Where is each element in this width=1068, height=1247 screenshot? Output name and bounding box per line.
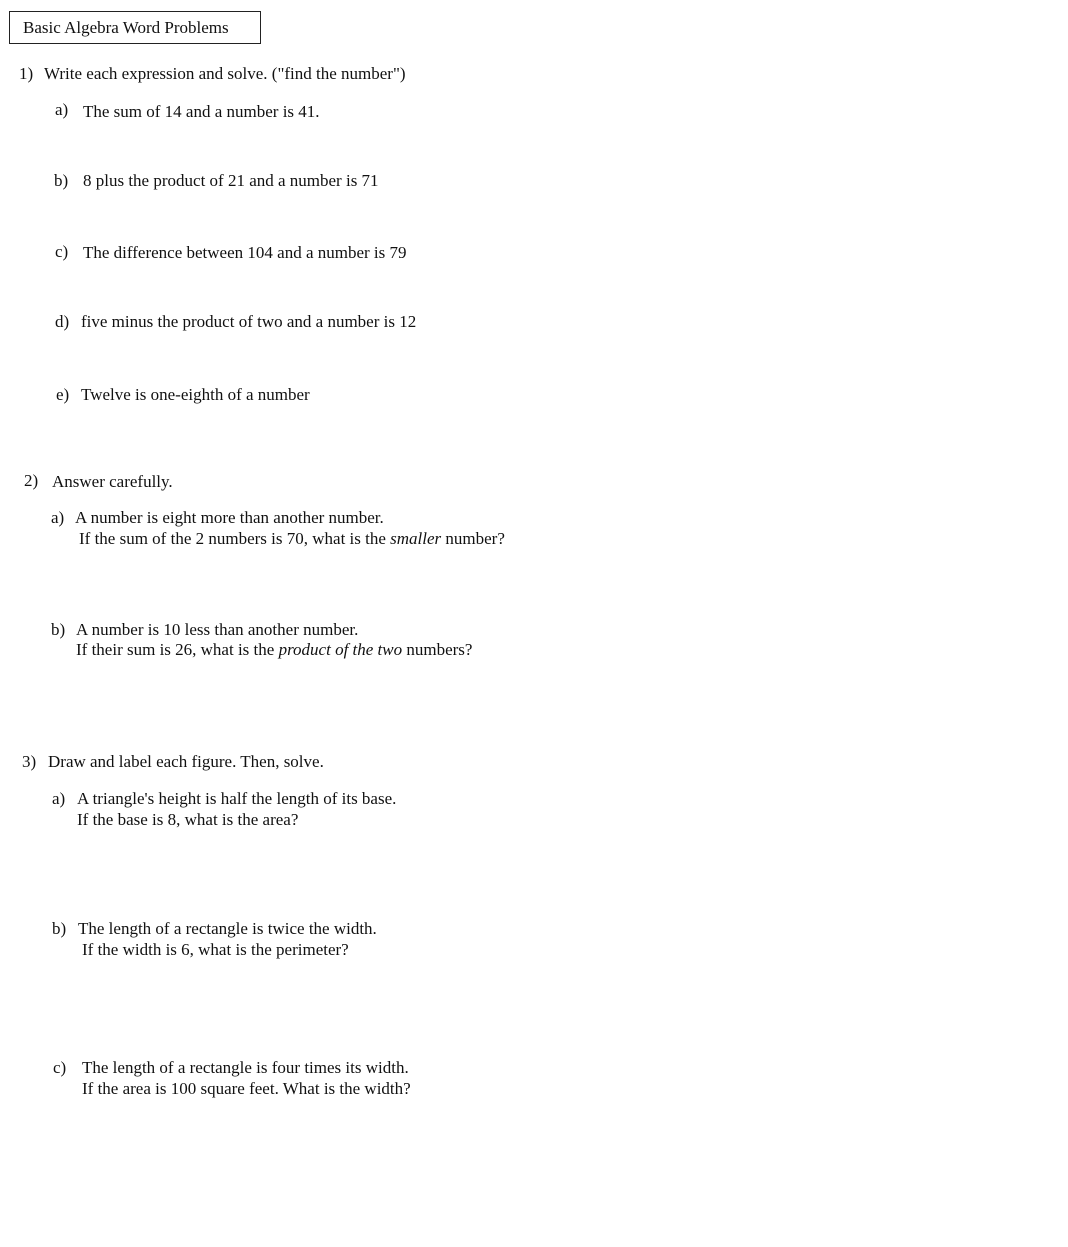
problem-text: five minus the product of two and a number is 12 [81,312,417,331]
problem-text: The length of a rectangle is twice the width. [78,919,377,938]
problem-text: 8 plus the product of 21 and a number is 71 [83,171,379,190]
problem-text-line2: If the base is 8, what is the area? [77,810,299,829]
problem-text-line2: If their sum is 26, what is the product of the two numbers? [76,640,473,659]
problem-text-line2: If the sum of the 2 numbers is 70, what is the smaller number? [79,529,505,548]
problem-text: A triangle's height is half the length of its base. [77,789,397,808]
section-heading: Answer carefully. [52,472,173,491]
problem-text-line2: If the area is 100 square feet. What is the width? [82,1079,411,1098]
section-number: 2) [24,471,39,490]
item-label: a) [55,100,69,119]
problem-text: The length of a rectangle is four times its width. [82,1058,409,1077]
item-label: a) [51,508,65,527]
problem-text: A number is eight more than another number. [75,508,384,527]
section-heading: Write each expression and solve. ("find the number") [44,64,406,83]
problem-text: The difference between 104 and a number is 79 [83,243,407,262]
emphasis-text: smaller [390,529,442,548]
item-label: c) [53,1058,67,1077]
problem-text: Twelve is one-eighth of a number [81,385,310,404]
item-label: e) [56,385,70,404]
problem-text: A number is 10 less than another number. [76,620,359,639]
worksheet-title: Basic Algebra Word Problems [9,11,261,44]
section-number: 3) [22,752,37,771]
section-heading: Draw and label each figure. Then, solve. [48,752,324,771]
item-label: b) [52,919,67,938]
item-label: b) [54,171,69,190]
item-label: d) [55,312,70,331]
emphasis-text: product of the two [278,640,403,659]
problem-text-line2: If the width is 6, what is the perimeter? [82,940,349,959]
item-label: c) [55,242,69,261]
section-number: 1) [19,64,34,83]
problem-text: The sum of 14 and a number is 41. [83,102,320,121]
item-label: a) [52,789,66,808]
item-label: b) [51,620,66,639]
